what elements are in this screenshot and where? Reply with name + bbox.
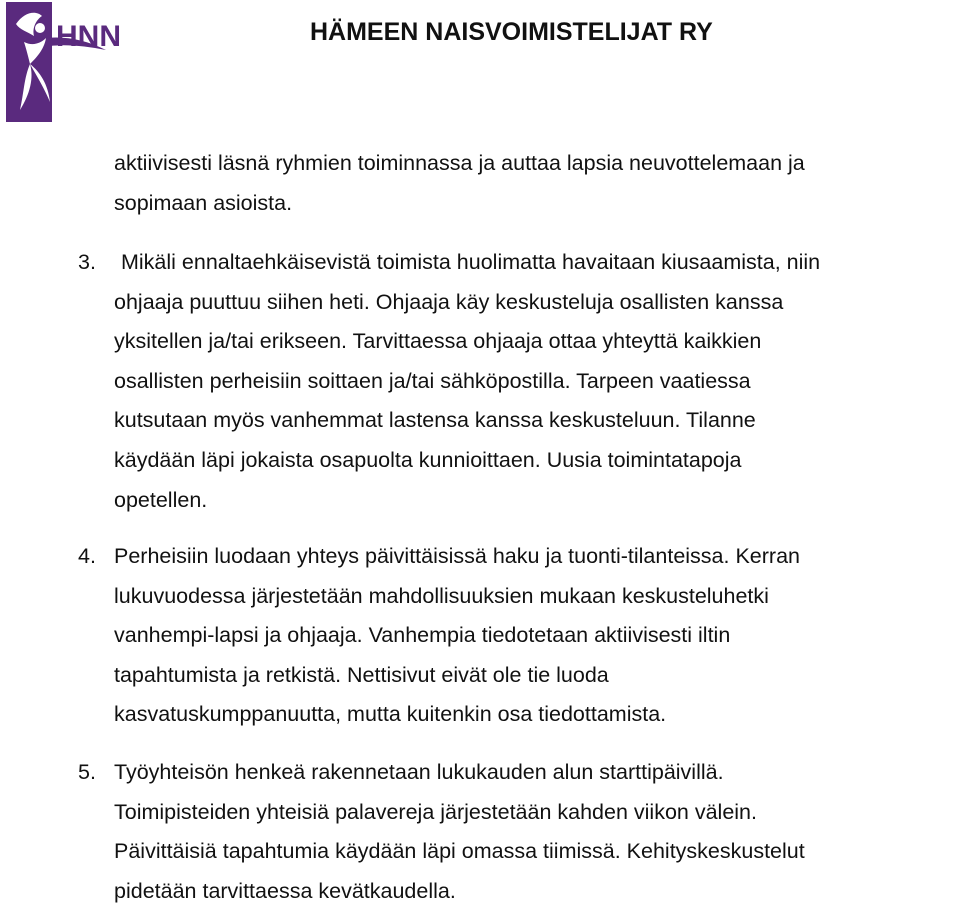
text-line: lukuvuodessa järjestetään mahdollisuuksien mukaan keskusteluhetki	[114, 583, 769, 608]
text-line: sopimaan asioista.	[114, 190, 293, 215]
text-line: aktiivisesti läsnä ryhmien toiminnassa ja auttaa lapsia neuvottelemaan ja	[114, 151, 805, 175]
text-line: osallisten perheisiin soittaen ja/tai sähköpostilla. Tarpeen vaatiessa	[114, 368, 751, 393]
list-item-number: 4.	[78, 544, 96, 568]
page-title: HÄMEEN NAISVOIMISTELIJAT RY	[310, 18, 713, 46]
text-line: pidetään tarvittaessa kevätkaudella.	[114, 878, 456, 903]
list-item	[121, 243, 951, 283]
text-line: vanhempi-lapsi ja ohjaaja. Vanhempia tiedotetaan aktiivisesti iltin	[114, 623, 731, 648]
list-item-continuation	[114, 283, 944, 521]
logo-text: HNN	[56, 20, 121, 53]
list-item	[114, 753, 944, 911]
hnn-logo	[6, 2, 121, 122]
text-line: kasvatuskumppanuutta, mutta kuitenkin osa tiedottamista.	[114, 702, 667, 727]
text-line: tapahtumista ja retkistä. Nettisivut eivät ole tie luoda	[114, 662, 609, 687]
text-line: Työyhteisön henkeä rakennetaan lukukauden alun starttipäivillä.	[114, 760, 724, 784]
text-line: Toimipisteiden yhteisiä palavereja järjestetään kahden viikon välein.	[114, 799, 757, 824]
list-item-number: 3.	[78, 250, 96, 274]
text-line: kutsutaan myös vanhemmat lastensa kanssa keskusteluun. Tilanne	[114, 408, 756, 433]
list-item	[114, 537, 944, 735]
text-line: ohjaaja puuttuu siihen heti. Ohjaaja käy keskusteluja osallisten kanssa	[114, 289, 784, 314]
text-line: opetellen.	[114, 487, 208, 512]
text-line: Päivittäisiä tapahtumia käydään läpi omassa tiimissä. Kehityskeskustelut	[114, 839, 805, 864]
hnn-logo-icon	[6, 2, 121, 122]
text-line: Mikäli ennaltaehkäisevistä toimista huolimatta havaitaan kiusaamista, niin	[121, 250, 821, 274]
text-line: käydään läpi jokaista osapuolta kunnioittaen. Uusia toimintatapoja	[114, 447, 742, 472]
text-line: Perheisiin luodaan yhteys päivittäisissä haku ja tuonti-tilanteissa. Kerran	[114, 544, 800, 568]
intro-paragraph	[114, 144, 944, 223]
text-line: yksitellen ja/tai erikseen. Tarvittaessa ohjaaja ottaa yhteyttä kaikkien	[114, 329, 762, 354]
list-item-number: 5.	[78, 760, 96, 784]
